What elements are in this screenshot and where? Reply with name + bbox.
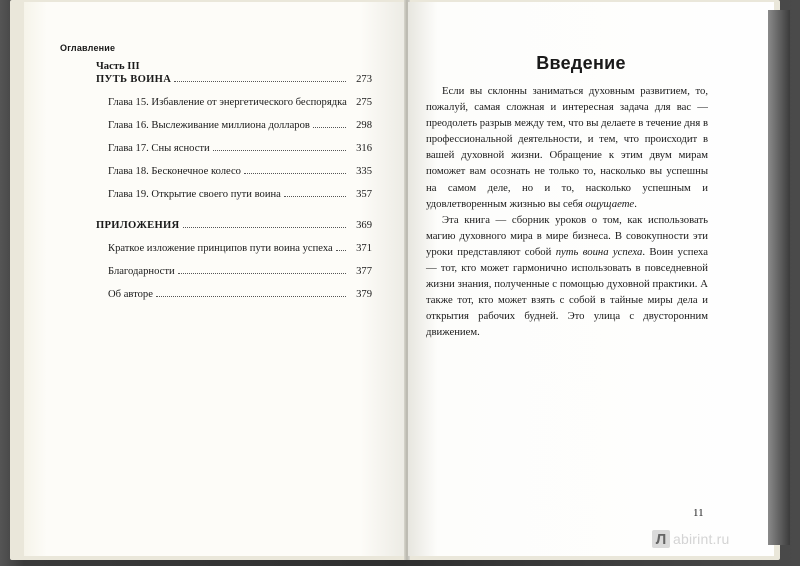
emphasis: ощущаете	[585, 197, 635, 210]
toc-leader	[336, 250, 346, 251]
toc-entry-title: ПУТЬ ВОИНА	[96, 74, 172, 85]
toc-entry-title: Благодарности	[108, 266, 175, 277]
toc-entry-title: ПРИЛОЖЕНИЯ	[96, 220, 180, 231]
toc-entry-title: Глава 18. Бесконечное колесо	[108, 166, 241, 177]
body-text	[426, 83, 708, 341]
toc-entry-page: 316	[356, 143, 372, 154]
toc-chapter-entry	[96, 142, 372, 156]
toc-leader	[178, 273, 346, 274]
toc-entry-title: Глава 16. Выслеживание миллиона долларов	[108, 120, 310, 131]
toc-chapter-entry	[96, 165, 372, 179]
toc-entry-title: Краткое изложение принципов пути воина успеха	[108, 243, 333, 254]
emphasis: путь воина успеха	[555, 245, 643, 258]
toc-leader	[213, 150, 346, 151]
paragraph: Если вы склонны заниматься духовным развитием, то, пожалуй, самая сложная и интересная задача для вас — преодолеть разрыв между тем, что вы делаете в течение дня в профессиональной деятельности, и тем, что происходит в вашей духовной жизни. Обращение к этим двум мирам поможет вам осознать не только то, насколько вы успешны на самом деле, но и то, насколько успешным и удовлетворенным жизнью вы себя ощущаете.	[426, 85, 708, 210]
toc-entry-title: Об авторе	[108, 289, 153, 300]
toc-entry-title: Глава 17. Сны ясности	[108, 143, 210, 154]
toc-entry-page: 377	[356, 266, 372, 277]
toc-entry-page: 357	[356, 189, 372, 200]
toc-entry-title: Глава 15. Избавление от энергетического беспорядка	[108, 97, 347, 108]
page-block-edge	[768, 10, 790, 545]
toc-leader	[284, 196, 346, 197]
toc-part-entry	[96, 73, 372, 87]
toc-entry-page: 273	[356, 74, 372, 85]
watermark-badge-icon: Л	[652, 530, 670, 548]
toc-appendix-item	[96, 242, 372, 256]
toc-entry-page: 335	[356, 166, 372, 177]
chapter-title: Введение	[536, 53, 626, 73]
toc-appendix-item	[96, 288, 372, 302]
toc-entry-page: 379	[356, 289, 372, 300]
toc-leader	[244, 173, 346, 174]
running-head: Оглавление	[60, 43, 116, 53]
toc-leader	[313, 127, 346, 128]
toc-leader	[183, 227, 347, 228]
watermark-logo	[652, 530, 729, 548]
toc-appendix-entry	[96, 219, 372, 233]
toc-chapter-entry	[96, 119, 372, 133]
toc-leader	[156, 296, 346, 297]
toc-chapter-entry	[96, 96, 372, 110]
part-label: Часть III	[96, 61, 140, 72]
toc-leader	[174, 81, 346, 82]
table-of-contents	[96, 60, 372, 302]
toc-entry-page: 298	[356, 120, 372, 131]
toc-entry-page: 371	[356, 243, 372, 254]
toc-entry-page: 369	[356, 220, 372, 231]
page-number: 11	[693, 507, 704, 519]
toc-appendix-item	[96, 265, 372, 279]
paragraph: Эта книга — сборник уроков о том, как использовать магию духовного мира в мире бизнеса. В совокупности эти уроки представляют собой путь воина успеха. Воин успеха — тот, кто может гармонично использовать в повседневной жизни знания, полученные с помощью духовной практики. А также тот, кто может взять с собой в тайные миры дела и открытия рабочих будней. Это улица с двусторонним движением.	[426, 213, 708, 339]
toc-chapter-entry	[96, 188, 372, 202]
toc-entry-title: Глава 19. Открытие своего пути воина	[108, 189, 281, 200]
watermark-text: abirint.ru	[673, 531, 730, 547]
toc-entry-page: 275	[356, 97, 372, 108]
